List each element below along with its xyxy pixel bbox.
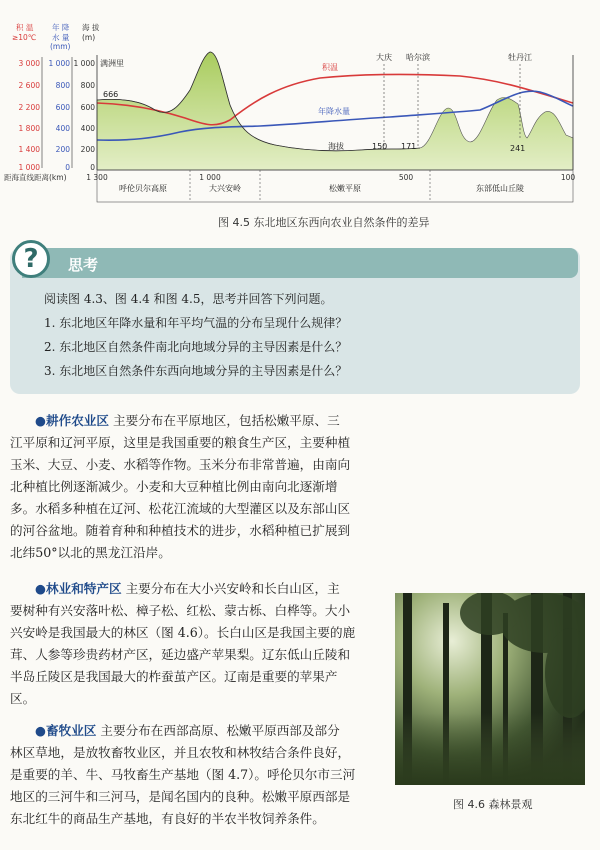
precip-header-unit: (mm) — [50, 42, 71, 51]
farming-line: 多。水稻多种植在辽河、松花江流域的大型灌区以及东部山区 — [10, 501, 351, 516]
livestock-line: 地区的三河牛和三河马，是闻名国内的良种。松嫩平原西部是 — [10, 789, 351, 804]
think-intro: 阅读图 4.3、图 4.4 和图 4.5，思考并回答下列问题。 — [44, 292, 333, 306]
x-tick: 500 — [398, 173, 414, 182]
farming-first-line — [35, 410, 340, 432]
forestry-first-line — [35, 578, 340, 600]
region-label-eastern-hills: 东部低山丘陵 — [476, 184, 524, 193]
think-title: 思考 — [68, 256, 99, 274]
elev-tick: 400 — [80, 124, 95, 133]
elev-value-666: 666 — [103, 90, 119, 99]
precip-tick: 600 — [55, 103, 70, 112]
think-header-bar — [22, 248, 578, 278]
precip-tick: 200 — [55, 145, 70, 154]
place-label-manzhouli: 满洲里 — [100, 59, 124, 68]
elev-value-171: 171 — [401, 142, 417, 151]
accum-temp-tick: 2 200 — [18, 103, 40, 112]
bullet-icon: ● — [35, 723, 46, 738]
precip-tick: 1 000 — [48, 59, 70, 68]
elev-header-unit: (m) — [82, 33, 96, 42]
farming-line: 的河谷盆地。随着育种和种植技术的进步，水稻种植已扩展到 — [10, 523, 351, 538]
forestry-line: 要树种有兴安落叶松、樟子松、红松、蒙古栎、白桦等。大小 — [10, 603, 351, 618]
precip-tick: 0 — [65, 163, 70, 172]
forestry-line: 半岛丘陵区是我国最大的柞蚕茧产区。辽南是重要的苹果产 — [10, 669, 338, 684]
think-question-3: 3. 东北地区自然条件东西向地域分异的主导因素是什么？ — [44, 364, 348, 378]
figure-4-5-caption: 图 4.5 东北地区东西向农业自然条件的差异 — [218, 216, 430, 229]
figure-4-5-chart — [0, 0, 600, 232]
accum-temp-header-unit: ≥10℃ — [12, 33, 37, 42]
foliage-cluster — [460, 593, 520, 635]
accum-temp-tick: 3 000 — [18, 59, 40, 68]
elev-header: 海 拔 — [82, 23, 100, 32]
livestock-first-line — [35, 720, 340, 742]
forest-photo — [395, 593, 585, 785]
think-question-2: 2. 东北地区自然条件南北向地域分异的主导因素是什么？ — [44, 340, 348, 354]
precip-tick: 400 — [55, 124, 70, 133]
question-mark-icon: ? — [12, 240, 50, 278]
elev-tick: 800 — [80, 81, 95, 90]
place-label-harbin: 哈尔滨 — [406, 53, 430, 62]
region-label-songnen: 松嫩平原 — [329, 184, 361, 193]
elev-value-241: 241 — [510, 144, 526, 153]
region-label-daxinganling: 大兴安岭 — [209, 184, 241, 193]
region-label-hulunbuir: 呼伦贝尔高原 — [119, 184, 167, 193]
farming-line: 江平原和辽河平原，这里是我国重要的粮食生产区，主要种植 — [10, 435, 351, 450]
farming-line: 北纬50°以北的黑龙江沿岸。 — [10, 545, 171, 560]
elev-tick: 600 — [80, 103, 95, 112]
elev-curve-label: 海拔 — [328, 142, 344, 151]
precip-header-2: 水 量 — [52, 33, 70, 42]
think-question-1: 1. 东北地区年降水量和年平均气温的分布呈现什么规律？ — [44, 316, 348, 330]
elev-tick: 1 000 — [73, 59, 95, 68]
accum-temp-tick: 1 000 — [18, 163, 40, 172]
x-tick: 1 000 — [199, 173, 221, 182]
x-tick: 100 — [560, 173, 576, 182]
livestock-line: 主要分布在西部高原、松嫩平原西部及部分 — [100, 723, 340, 738]
forestry-line: 主要分布在大小兴安岭和长白山区，主 — [125, 581, 340, 596]
accum-temp-tick: 2 600 — [18, 81, 40, 90]
x-axis-label: 距海直线距离(km) — [4, 173, 67, 182]
bullet-icon: ● — [35, 581, 46, 596]
livestock-line: 东北红牛的商品生产基地，有良好的半农半牧饲养条件。 — [10, 811, 325, 826]
livestock-line: 是重要的羊、牛、马牧畜生产基地（图 4.7）。呼伦贝尔市三河 — [10, 767, 356, 782]
precip-tick: 800 — [55, 81, 70, 90]
figure-4-6-caption: 图 4.6 森林景观 — [453, 798, 533, 811]
precip-header: 年 降 — [52, 23, 70, 32]
elev-value-150: 150 — [372, 142, 388, 151]
accum-temp-header: 积 温 — [16, 23, 34, 32]
forest-floor — [395, 713, 585, 785]
forestry-heading: 林业和特产区 — [46, 581, 122, 596]
farming-heading: 耕作农业区 — [46, 413, 109, 428]
livestock-line: 林区草地，是放牧畜牧业区，并且农牧和林牧结合条件良好， — [10, 745, 351, 760]
x-tick: 1 300 — [86, 173, 108, 182]
accum-temp-tick: 1 400 — [18, 145, 40, 154]
livestock-heading: 畜牧业区 — [46, 723, 97, 738]
accum-temp-tick: 1 800 — [18, 124, 40, 133]
elev-tick: 0 — [90, 163, 95, 172]
farming-line: 主要分布在平原地区，包括松嫩平原、三 — [112, 413, 340, 428]
elev-tick: 200 — [80, 145, 95, 154]
farming-line: 北种植比例逐渐减少。小麦和大豆种植比例由南向北逐渐增 — [10, 479, 338, 494]
forestry-line: 区。 — [10, 691, 36, 706]
precip-curve-label: 年降水量 — [318, 107, 350, 116]
accum-temp-curve-label: 积温 — [322, 63, 338, 72]
forestry-line: 兴安岭是我国最大的林区（图 4.6）。长白山区是我国主要的鹿 — [10, 625, 356, 640]
place-label-daqing: 大庆 — [376, 53, 392, 62]
farming-line: 玉米、大豆、小麦、水稻等作物。玉米分布非常普遍，由南向 — [10, 457, 351, 472]
place-label-mudanjiang: 牡丹江 — [508, 53, 532, 62]
bullet-icon: ● — [35, 413, 46, 428]
forestry-line: 茸、人参等珍贵药材产区，延边盛产苹果梨。辽东低山丘陵和 — [10, 647, 351, 662]
